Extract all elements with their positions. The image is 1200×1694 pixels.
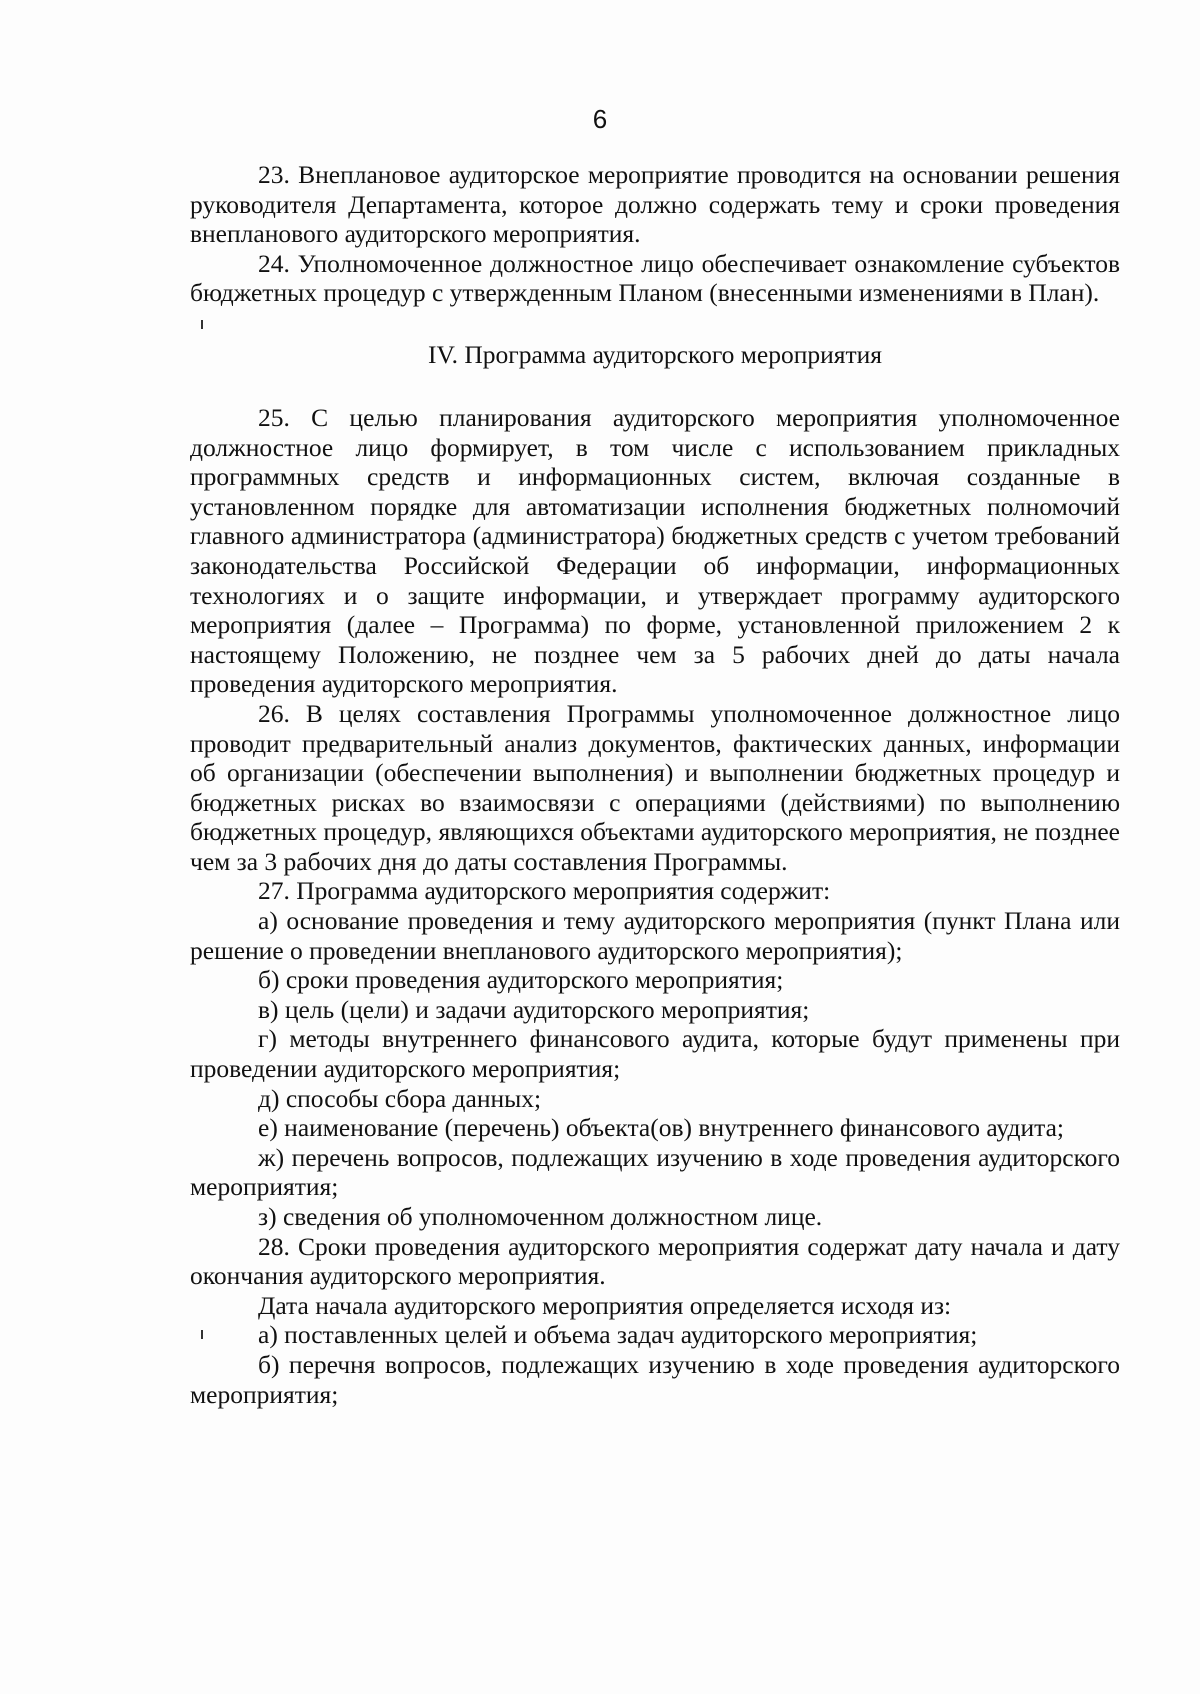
list-item-g: г) методы внутреннего финансового аудита, которые будут применены при проведении аудиторского мероприятия; <box>190 1024 1120 1084</box>
list-item-a: а) основание проведения и тему аудиторского мероприятия (пункт Плана или решение о проведении внепланового аудиторского мероприятия); <box>190 906 1120 965</box>
paragraph-23: 23. Внеплановое аудиторское мероприятие проводится на основании решения руководителя Департамента, которое должно содержать тему и сроки проведения внепланового аудиторского мероприятия. <box>190 160 1120 249</box>
paragraph-27: 27. Программа аудиторского мероприятия содержит: <box>258 876 831 906</box>
paragraph-25: 25. С целью планирования аудиторского мероприятия уполномоченное должностное лицо формирует, в том числе с использованием прикладных программных средств и информационных систем, включая созданные в установленном порядке для автоматизации исполнения бюджетных полномочий главного администратора (администратора) бюджетных средств с учетом требований законодательства Российской Федерации об информации, информационных технологиях и о защите информации, и утверждает программу аудиторского мероприятия (далее – Программа) по форме, установленной приложением 2 к настоящему Положению, не позднее чем за 5 рабочих дней до даты начала проведения аудиторского мероприятия. <box>190 402 1120 699</box>
start-date-intro: Дата начала аудиторского мероприятия определяется исходя из: <box>258 1290 952 1320</box>
start-date-item-b: б) перечня вопросов, подлежащих изучению в ходе проведения аудиторского мероприятия; <box>190 1349 1120 1409</box>
list-item-b: б) сроки проведения аудиторского мероприятия; <box>258 965 784 995</box>
list-item-d: д) способы сбора данных; <box>258 1083 542 1113</box>
scan-speck <box>201 320 203 329</box>
paragraph-26: 26. В целях составления Программы уполномоченное должностное лицо проводит предварительный анализ документов, фактических данных, информации об организации (обеспечении выполнения) и выполнении бюджетных процедур и бюджетных рисках во взаимосвязи с операциями (действиями) по выполнению бюджетных процедур, являющихся объектами аудиторского мероприятия, не позднее чем за 3 рабочих дня до даты составления Программы. <box>190 698 1120 876</box>
section-heading: IV. Программа аудиторского мероприятия <box>427 339 883 369</box>
page-number: 6 <box>592 104 608 134</box>
paragraph-28: 28. Сроки проведения аудиторского мероприятия содержат дату начала и дату окончания аудиторского мероприятия. <box>190 1231 1120 1291</box>
list-item-z: з) сведения об уполномоченном должностном лице. <box>258 1202 823 1231</box>
document-body <box>190 160 1120 1409</box>
paragraph-24: 24. Уполномоченное должностное лицо обеспечивает ознакомление субъектов бюджетных процедур с утвержденным Планом (внесенными изменениями в План). <box>190 248 1120 308</box>
start-date-item-a: а) поставленных целей и объема задач аудиторского мероприятия; <box>258 1320 978 1350</box>
scan-speck <box>201 1330 203 1339</box>
list-item-v: в) цель (цели) и задачи аудиторского мероприятия; <box>258 994 810 1024</box>
list-item-zh: ж) перечень вопросов, подлежащих изучению в ходе проведения аудиторского мероприятия; <box>190 1142 1120 1202</box>
list-item-e: е) наименование (перечень) объекта(ов) внутреннего финансового аудита; <box>258 1113 1064 1143</box>
